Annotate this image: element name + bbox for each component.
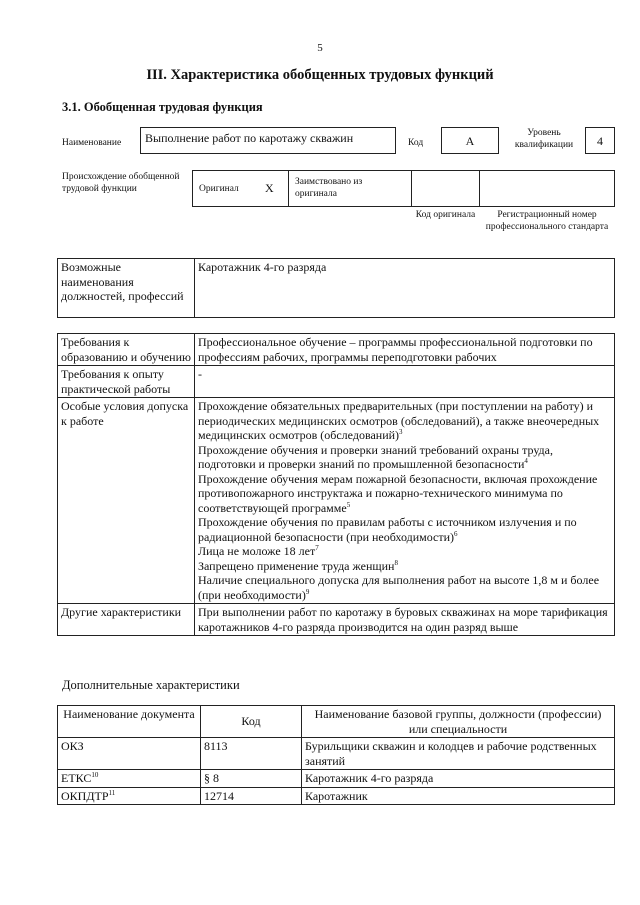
reg-number-box [479, 170, 615, 207]
section-title: III. Характеристика обобщенных трудовых функций [146, 67, 494, 83]
page-number: 5 [317, 42, 323, 54]
requirement-line-text: При выполнении работ по каротажу в буровых скважинах на море тарификация каротажников 4-го разряда производится на один разряд выше [198, 605, 608, 634]
code-cell: 8113 [201, 738, 302, 770]
requirement-line-text: Прохождение обучения мерам пожарной безопасности, включая прохождение противопожарного инструктажа и пожарно-технического минимума по соответствующей программе [198, 471, 598, 515]
requirement-label: Другие характеристики [58, 604, 195, 636]
requirement-value [195, 604, 615, 636]
level-box [585, 127, 615, 154]
requirement-line-text: Запрещено применение труда женщин [198, 558, 395, 573]
footnote-ref: 5 [346, 500, 351, 509]
requirement-row [58, 334, 615, 366]
footnote-ref: 6 [454, 529, 458, 538]
requirement-line [198, 399, 611, 443]
requirement-line-text: Лица не моложе 18 лет [198, 544, 316, 558]
table-row [58, 770, 615, 788]
code-cell: 12714 [201, 787, 302, 805]
additional-header-row [58, 706, 615, 738]
name-value-box [140, 127, 396, 154]
positions-row [58, 259, 615, 318]
code-label: Код [408, 138, 424, 148]
requirement-line [198, 335, 611, 364]
requirement-line [198, 544, 611, 559]
requirement-label: Требования к опыту практической работы [58, 366, 195, 398]
footnote-ref: 4 [524, 457, 528, 465]
requirement-value [195, 398, 615, 604]
footnote-ref: 10 [91, 771, 99, 779]
requirement-line [198, 472, 611, 516]
table-row [58, 738, 615, 770]
borrowed-label: Заимствовано из оригинала [295, 177, 363, 199]
positions-value: Каротажник 4-го разряда [195, 259, 615, 318]
requirement-line-text: Профессиональное обучение – программы профессиональной подготовки по профессиям рабочих, программы переподготовки рабочих [198, 335, 593, 364]
footnote-ref: 9 [305, 587, 310, 596]
footnote-ref: 7 [315, 544, 319, 552]
code-box [441, 127, 499, 154]
requirement-line-text: Наличие специального допуска для выполнения работ на высоте 1,8 м и более (при необходимости) [198, 573, 600, 602]
footnote-ref: 8 [394, 558, 398, 567]
original-box [192, 170, 289, 207]
positions-label: Возможные наименования должностей, профессий [58, 259, 195, 318]
requirement-value [195, 334, 615, 366]
doc-cell [58, 770, 201, 788]
reg-caption: Регистрационный номер профессионального стандарта [485, 210, 609, 232]
doc-cell [58, 787, 201, 805]
additional-title: Дополнительные характеристики [62, 678, 240, 692]
name-cell: Бурильщики скважин и колодцев и рабочие родственных занятий [302, 738, 615, 770]
requirement-row [58, 604, 615, 636]
doc-name: ОКПДТР [61, 788, 109, 803]
doc-name: ЕТКС [61, 771, 92, 785]
name-value: Выполнение работ по каротажу скважин [145, 131, 354, 145]
footnote-ref: 11 [108, 788, 116, 797]
table-row [58, 787, 615, 805]
footnote-ref: 3 [399, 428, 403, 436]
requirement-line [198, 559, 611, 574]
requirement-line [198, 367, 611, 382]
requirement-line [198, 515, 611, 544]
doc-name: ОКЗ [61, 739, 84, 753]
header-doc: Наименование документа [58, 706, 201, 738]
requirement-line [198, 443, 611, 472]
doc-cell [58, 738, 201, 770]
header-name: Наименование базовой группы, должности (профессии) или специальности [302, 706, 615, 738]
original-label: Оригинал [199, 184, 239, 194]
code-value: А [465, 134, 475, 148]
additional-table [57, 705, 615, 805]
requirement-line-text: Прохождение обучения и проверки знаний требований охраны труда, подготовки и проверки знаний по промышленной безопасности [198, 442, 553, 471]
requirement-line [198, 573, 611, 602]
requirement-line [198, 605, 611, 634]
level-label: Уровень квалификации [514, 128, 574, 150]
name-cell: Каротажник 4-го разряда [302, 770, 615, 788]
header-code: Код [201, 706, 302, 738]
requirement-line-text: Прохождение обучения по правилам работы с источником излучения и по радиационной безопасности (при необходимости) [198, 515, 577, 544]
name-cell: Каротажник [302, 787, 615, 805]
requirement-value [195, 366, 615, 398]
requirements-table [57, 333, 615, 636]
code-caption: Код оригинала [415, 210, 476, 220]
requirement-label: Требования к образованию и обучению [58, 334, 195, 366]
level-value: 4 [597, 134, 603, 148]
code-cell: § 8 [201, 770, 302, 788]
subsection-title: 3.1. Обобщенная трудовая функция [62, 100, 263, 114]
requirement-row [58, 366, 615, 398]
name-label: Наименование [62, 138, 122, 148]
requirement-line-text: Прохождение обязательных предварительных (при поступлении на работу) и периодических медицинских осмотров (обследований), а также внеочередных медицинских осмотров (обследований) [198, 399, 600, 442]
borrowed-box [288, 170, 412, 207]
requirement-label: Особые условия допуска к работе [58, 398, 195, 604]
original-mark: Х [265, 181, 274, 195]
positions-table [57, 258, 615, 318]
requirement-line-text: - [198, 367, 202, 381]
requirement-row [58, 398, 615, 604]
origin-label: Происхождение обобщенной трудовой функции [62, 172, 180, 194]
original-code-box [411, 170, 480, 207]
